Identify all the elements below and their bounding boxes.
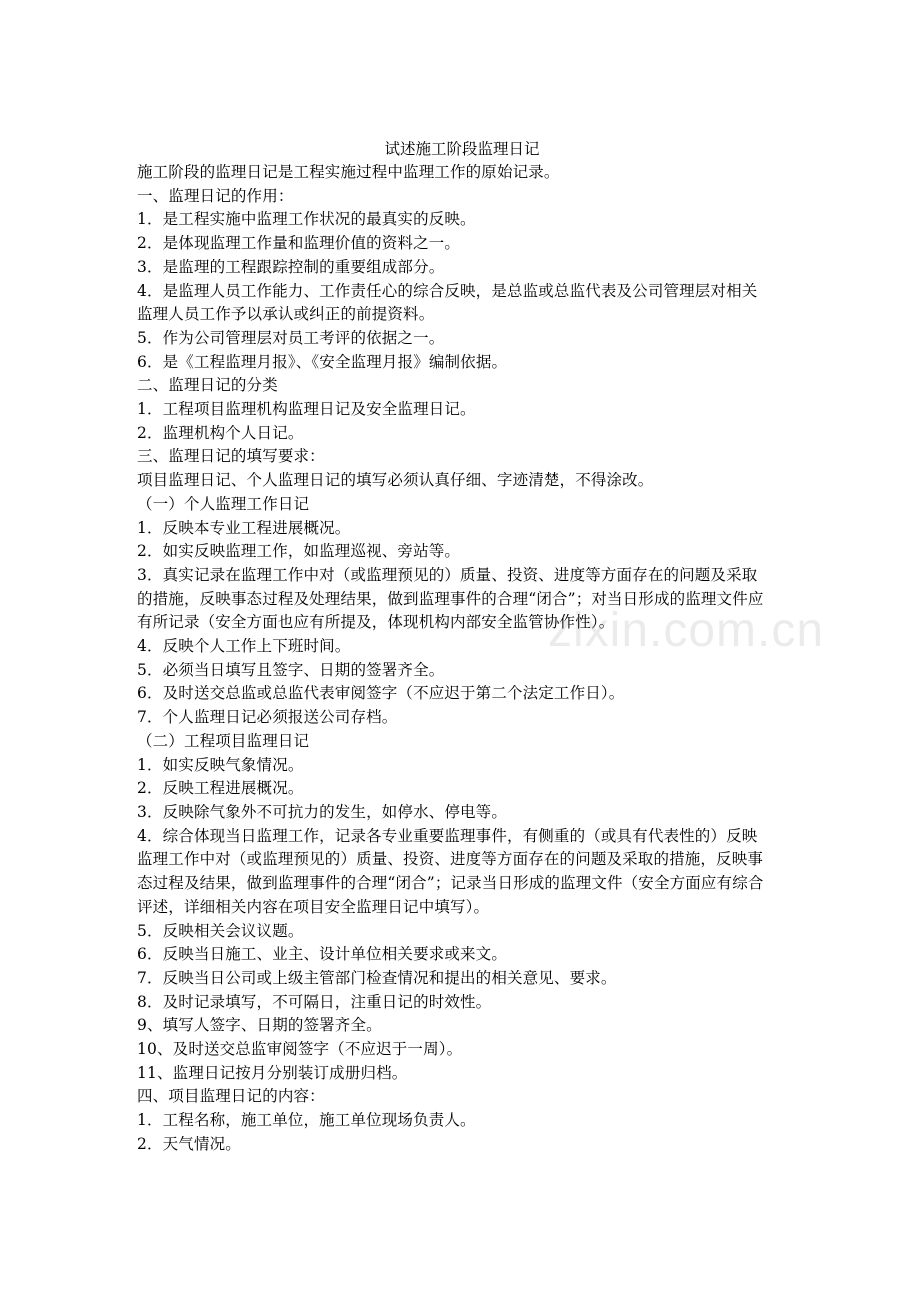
text-line: 10、及时送交总监审阅签字（不应迟于一周）。 [137, 1040, 463, 1059]
text-line: 5．必须当日填写且签字、日期的签署齐全。 [137, 660, 445, 679]
text-line: 施工阶段的监理日记是工程实施过程中监理工作的原始记录。 [137, 163, 560, 181]
text-line: 3．反映除气象外不可抗力的发生，如停水、停电等。 [137, 802, 507, 821]
text-line: 4．综合体现当日监理工作，记录各专业重要监理事件，有侧重的（或具有代表性的）反映 [137, 826, 758, 845]
text-line: 2．监理机构个人日记。 [137, 423, 304, 442]
text-line: 监理工作中对（或监理预见的）质量、投资、进度等方面存在的问题及采取的措施，反映事 [137, 850, 764, 869]
text-line: 6．及时送交总监或总监代表审阅签字（不应迟于第二个法定工作日）。 [137, 684, 625, 703]
watermark: zixin.com.cn [548, 604, 825, 657]
text-line: 7．反映当日公司或上级主管部门检查情况和提出的相关意见、要求。 [137, 968, 617, 987]
text-line: 1．反映本专业工程进展概况。 [137, 518, 351, 537]
text-line: 2．如实反映监理工作，如监理巡视、旁站等。 [137, 542, 461, 561]
text-line: 5．作为公司管理层对员工考评的依据之一。 [137, 328, 445, 347]
document-title: 试述施工阶段监理日记 [384, 140, 540, 158]
text-line: 6．反映当日施工、业主、设计单位相关要求或来文。 [137, 945, 507, 964]
text-line: 项目监理日记、个人监理日记的填写必须认真仔细、字迹清楚，不得涂改。 [137, 471, 654, 490]
text-line: 评述，详细相关内容在项目安全监理日记中填写）。 [137, 897, 490, 916]
text-line: 4．是监理人员工作能力、工作责任心的综合反映，是总监或总监代表及公司管理层对相关 [137, 281, 758, 300]
text-line: 5．反映相关会议议题。 [137, 921, 304, 940]
text-line: 二、监理日记的分类 [137, 376, 278, 395]
text-line: 2．反映工程进展概况。 [137, 779, 304, 798]
text-line: （二）工程项目监理日记 [137, 731, 310, 750]
document-text [137, 161, 787, 1157]
text-line: 8．及时记录填写，不可隔日，注重日记的时效性。 [137, 992, 492, 1011]
text-line: （一）个人监理工作日记 [137, 494, 310, 513]
text-line: 监理人员工作予以承认或纠正的前提资料。 [137, 305, 435, 324]
text-line: 4．反映个人工作上下班时间。 [137, 637, 351, 656]
text-line: 9、填写人签字、日期的签署齐全。 [137, 1016, 382, 1035]
text-line: 2．天气情况。 [137, 1134, 241, 1153]
text-line: 11、监理日记按月分别装订成册归档。 [137, 1063, 408, 1082]
text-line: 一、监理日记的作用： [137, 186, 294, 205]
text-line: 6．是《工程监理月报》、《安全监理月报》编制依据。 [137, 352, 508, 371]
text-line: 1．是工程实施中监理工作状况的最真实的反映。 [137, 210, 476, 229]
text-line: 3．真实记录在监理工作中对（或监理预见的）质量、投资、进度等方面存在的问题及采取 [137, 565, 758, 584]
text-line: 2．是体现监理工作量和监理价值的资料之一。 [137, 234, 461, 253]
text-line: 态过程及结果，做到监理事件的合理“闭合”；记录当日形成的监理文件（安全方面应有综合 [137, 874, 764, 893]
text-line: 1．如实反映气象情况。 [137, 755, 304, 774]
text-line: 三、监理日记的填写要求： [137, 447, 325, 466]
text-line: 的措施，反映事态过程及处理结果，做到监理事件的合理“闭合”；对当日形成的监理文件应 [137, 589, 764, 608]
text-line: 3．是监理的工程跟踪控制的重要组成部分。 [137, 257, 445, 276]
text-line: 1．工程名称，施工单位，施工单位现场负责人。 [137, 1111, 476, 1130]
document-body [137, 137, 787, 1157]
text-line: 1．工程项目监理机构监理日记及安全监理日记。 [137, 400, 476, 419]
text-line: 四、项目监理日记的内容： [137, 1087, 325, 1106]
text-line: 有所记录（安全方面也应有所提及，体现机构内部安全监管协作性）。 [137, 613, 615, 632]
text-line: 7．个人监理日记必须报送公司存档。 [137, 708, 398, 727]
